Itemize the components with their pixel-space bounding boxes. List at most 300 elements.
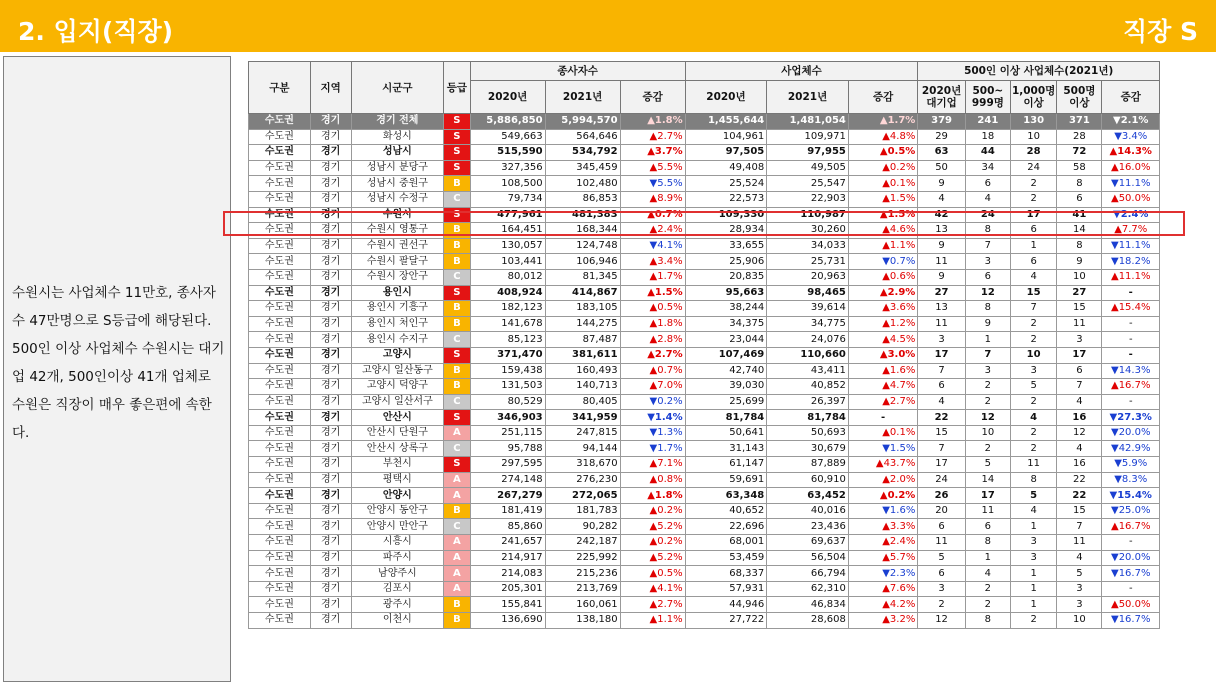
businesses-change-cell: ▲4.8% xyxy=(848,129,917,145)
range-500-999-cell: 6 xyxy=(965,176,1010,192)
range-500-plus-cell: 16 xyxy=(1057,410,1102,426)
range-500-plus-cell: 3 xyxy=(1057,581,1102,597)
employees-2021-cell: 534,792 xyxy=(545,145,620,161)
region-group-cell: 수도권 xyxy=(249,301,311,317)
region-group-cell: 수도권 xyxy=(249,316,311,332)
businesses-2021-cell: 26,397 xyxy=(767,394,849,410)
businesses-2020-cell: 22,696 xyxy=(685,519,767,535)
businesses-2021-cell: 22,903 xyxy=(767,191,849,207)
grade-cell: C xyxy=(444,519,470,535)
range-1000-plus-cell: 17 xyxy=(1010,207,1056,223)
range-500-plus-cell: 371 xyxy=(1057,114,1102,130)
large-change-cell: ▼27.3% xyxy=(1102,410,1160,426)
range-500-999-cell: 8 xyxy=(965,613,1010,629)
region-cell: 경기 xyxy=(310,145,351,161)
region-cell: 경기 xyxy=(310,176,351,192)
businesses-2021-cell: 43,411 xyxy=(767,363,849,379)
range-500-999-cell: 6 xyxy=(965,269,1010,285)
employees-2021-cell: 168,344 xyxy=(545,223,620,239)
businesses-change-cell: ▼0.7% xyxy=(848,254,917,270)
employees-2020-cell: 80,529 xyxy=(470,394,545,410)
range-500-plus-cell: 15 xyxy=(1057,301,1102,317)
region-group-cell: 수도권 xyxy=(249,550,311,566)
large-change-cell: ▲16.7% xyxy=(1102,519,1160,535)
region-group-cell: 수도권 xyxy=(249,238,311,254)
region-group-cell: 수도권 xyxy=(249,581,311,597)
range-500-999-cell: 44 xyxy=(965,145,1010,161)
businesses-change-cell: ▲3.0% xyxy=(848,347,917,363)
employees-change-cell: ▲8.9% xyxy=(620,191,685,207)
grade-cell: S xyxy=(444,457,470,473)
range-1000-plus-cell: 2 xyxy=(1010,191,1056,207)
region-cell: 경기 xyxy=(310,613,351,629)
range-500-plus-cell: 14 xyxy=(1057,223,1102,239)
large-corp-cell: 29 xyxy=(918,129,965,145)
region-cell: 경기 xyxy=(310,301,351,317)
grade-label: 직장 S xyxy=(1122,17,1198,46)
range-500-plus-cell: 5 xyxy=(1057,566,1102,582)
businesses-2020-cell: 95,663 xyxy=(685,285,767,301)
employees-change-cell: ▼4.1% xyxy=(620,238,685,254)
employees-change-cell: ▲3.7% xyxy=(620,145,685,161)
businesses-change-cell: ▲0.2% xyxy=(848,160,917,176)
large-change-cell: ▼11.1% xyxy=(1102,176,1160,192)
employees-2021-cell: 5,994,570 xyxy=(545,114,620,130)
city-cell: 이천시 xyxy=(351,613,444,629)
header-500-plus: 500명 이상 xyxy=(1057,81,1102,114)
range-500-999-cell: 24 xyxy=(965,207,1010,223)
employees-change-cell: ▲0.5% xyxy=(620,301,685,317)
range-500-999-cell: 2 xyxy=(965,597,1010,613)
businesses-2020-cell: 31,143 xyxy=(685,441,767,457)
employees-2020-cell: 159,438 xyxy=(470,363,545,379)
employees-2020-cell: 214,083 xyxy=(470,566,545,582)
businesses-2021-cell: 25,547 xyxy=(767,176,849,192)
businesses-2021-cell: 46,834 xyxy=(767,597,849,613)
table-row xyxy=(249,363,1160,379)
employees-2020-cell: 131,503 xyxy=(470,379,545,395)
range-500-plus-cell: 3 xyxy=(1057,332,1102,348)
employees-2021-cell: 481,383 xyxy=(545,207,620,223)
city-cell: 안양시 동안구 xyxy=(351,503,444,519)
region-group-cell: 수도권 xyxy=(249,488,311,504)
table-row xyxy=(249,114,1160,130)
employees-2020-cell: 130,057 xyxy=(470,238,545,254)
range-500-plus-cell: 72 xyxy=(1057,145,1102,161)
employees-2020-cell: 327,356 xyxy=(470,160,545,176)
region-cell: 경기 xyxy=(310,129,351,145)
businesses-2020-cell: 42,740 xyxy=(685,363,767,379)
table-row xyxy=(249,160,1160,176)
businesses-2021-cell: 98,465 xyxy=(767,285,849,301)
city-cell: 성남시 중원구 xyxy=(351,176,444,192)
region-group-cell: 수도권 xyxy=(249,457,311,473)
range-1000-plus-cell: 2 xyxy=(1010,425,1056,441)
range-500-plus-cell: 16 xyxy=(1057,457,1102,473)
employees-2021-cell: 272,065 xyxy=(545,488,620,504)
employees-2021-cell: 80,405 xyxy=(545,394,620,410)
employees-change-cell: ▲0.7% xyxy=(620,363,685,379)
grade-cell: A xyxy=(444,488,470,504)
businesses-2020-cell: 20,835 xyxy=(685,269,767,285)
region-cell: 경기 xyxy=(310,363,351,379)
businesses-2020-cell: 27,722 xyxy=(685,613,767,629)
large-corp-cell: 12 xyxy=(918,613,965,629)
region-group-cell: 수도권 xyxy=(249,535,311,551)
range-1000-plus-cell: 10 xyxy=(1010,129,1056,145)
businesses-change-cell: ▲3.6% xyxy=(848,301,917,317)
range-1000-plus-cell: 2 xyxy=(1010,332,1056,348)
region-group-cell: 수도권 xyxy=(249,114,311,130)
city-cell: 수원시 팔달구 xyxy=(351,254,444,270)
large-change-cell: ▲50.0% xyxy=(1102,191,1160,207)
large-corp-cell: 11 xyxy=(918,254,965,270)
grade-cell: B xyxy=(444,316,470,332)
large-change-cell: ▲16.0% xyxy=(1102,160,1160,176)
businesses-2020-cell: 38,244 xyxy=(685,301,767,317)
grade-cell: C xyxy=(444,332,470,348)
grade-cell: C xyxy=(444,269,470,285)
range-500-plus-cell: 3 xyxy=(1057,597,1102,613)
businesses-2021-cell: 39,614 xyxy=(767,301,849,317)
header-emp-2020: 2020년 xyxy=(470,81,545,114)
region-cell: 경기 xyxy=(310,425,351,441)
table-row xyxy=(249,316,1160,332)
range-500-999-cell: 2 xyxy=(965,394,1010,410)
range-500-plus-cell: 6 xyxy=(1057,191,1102,207)
range-500-plus-cell: 11 xyxy=(1057,316,1102,332)
large-change-cell: ▼2.4% xyxy=(1102,207,1160,223)
region-group-cell: 수도권 xyxy=(249,503,311,519)
employees-2020-cell: 274,148 xyxy=(470,472,545,488)
large-corp-cell: 27 xyxy=(918,285,965,301)
businesses-change-cell: ▲1.6% xyxy=(848,363,917,379)
region-cell: 경기 xyxy=(310,566,351,582)
city-cell: 고양시 xyxy=(351,347,444,363)
businesses-2021-cell: 49,505 xyxy=(767,160,849,176)
region-group-cell: 수도권 xyxy=(249,176,311,192)
table-row xyxy=(249,207,1160,223)
city-cell: 김포시 xyxy=(351,581,444,597)
range-1000-plus-cell: 4 xyxy=(1010,410,1056,426)
large-change-cell: ▼14.3% xyxy=(1102,363,1160,379)
city-cell: 용인시 처인구 xyxy=(351,316,444,332)
businesses-2021-cell: 30,260 xyxy=(767,223,849,239)
city-cell: 수원시 권선구 xyxy=(351,238,444,254)
large-change-cell: ▲15.4% xyxy=(1102,301,1160,317)
employees-2021-cell: 341,959 xyxy=(545,410,620,426)
city-cell: 성남시 분당구 xyxy=(351,160,444,176)
large-corp-cell: 6 xyxy=(918,379,965,395)
range-500-999-cell: 12 xyxy=(965,410,1010,426)
city-cell: 안양시 xyxy=(351,488,444,504)
businesses-change-cell: ▲4.2% xyxy=(848,597,917,613)
city-cell: 고양시 덕양구 xyxy=(351,379,444,395)
data-table-container xyxy=(248,61,1160,629)
workplace-table xyxy=(248,61,1160,629)
region-cell: 경기 xyxy=(310,519,351,535)
table-row xyxy=(249,597,1160,613)
businesses-2021-cell: 110,987 xyxy=(767,207,849,223)
region-cell: 경기 xyxy=(310,207,351,223)
range-500-999-cell: 2 xyxy=(965,379,1010,395)
region-cell: 경기 xyxy=(310,316,351,332)
table-row xyxy=(249,581,1160,597)
region-group-cell: 수도권 xyxy=(249,191,311,207)
range-500-plus-cell: 4 xyxy=(1057,550,1102,566)
employees-2020-cell: 549,663 xyxy=(470,129,545,145)
businesses-change-cell: ▲2.0% xyxy=(848,472,917,488)
large-change-cell: - xyxy=(1102,285,1160,301)
employees-2020-cell: 181,419 xyxy=(470,503,545,519)
city-cell: 용인시 수지구 xyxy=(351,332,444,348)
table-row xyxy=(249,301,1160,317)
table-row xyxy=(249,332,1160,348)
businesses-2020-cell: 34,375 xyxy=(685,316,767,332)
grade-cell: C xyxy=(444,441,470,457)
businesses-2020-cell: 109,330 xyxy=(685,207,767,223)
large-change-cell: ▼20.0% xyxy=(1102,550,1160,566)
businesses-2021-cell: 66,794 xyxy=(767,566,849,582)
header-large-change: 증감 xyxy=(1102,81,1160,114)
table-row xyxy=(249,566,1160,582)
range-500-999-cell: 6 xyxy=(965,519,1010,535)
range-500-plus-cell: 7 xyxy=(1057,519,1102,535)
businesses-2020-cell: 50,641 xyxy=(685,425,767,441)
region-cell: 경기 xyxy=(310,347,351,363)
employees-2021-cell: 181,783 xyxy=(545,503,620,519)
employees-change-cell: ▲0.8% xyxy=(620,472,685,488)
businesses-2020-cell: 59,691 xyxy=(685,472,767,488)
employees-2021-cell: 124,748 xyxy=(545,238,620,254)
employees-2021-cell: 414,867 xyxy=(545,285,620,301)
region-cell: 경기 xyxy=(310,457,351,473)
summary-text xyxy=(12,279,226,447)
employees-change-cell: ▲0.5% xyxy=(620,566,685,582)
businesses-change-cell: ▲4.6% xyxy=(848,223,917,239)
businesses-change-cell: ▲2.7% xyxy=(848,394,917,410)
large-change-cell: ▼3.4% xyxy=(1102,129,1160,145)
range-500-999-cell: 17 xyxy=(965,488,1010,504)
businesses-2020-cell: 25,524 xyxy=(685,176,767,192)
employees-2020-cell: 371,470 xyxy=(470,347,545,363)
employees-2020-cell: 346,903 xyxy=(470,410,545,426)
range-500-plus-cell: 6 xyxy=(1057,363,1102,379)
businesses-change-cell: ▲1.5% xyxy=(848,191,917,207)
large-corp-cell: 3 xyxy=(918,332,965,348)
businesses-2020-cell: 97,505 xyxy=(685,145,767,161)
businesses-2020-cell: 23,044 xyxy=(685,332,767,348)
region-group-cell: 수도권 xyxy=(249,129,311,145)
businesses-2020-cell: 40,652 xyxy=(685,503,767,519)
city-cell: 성남시 수정구 xyxy=(351,191,444,207)
region-cell: 경기 xyxy=(310,114,351,130)
table-row xyxy=(249,457,1160,473)
table-row xyxy=(249,254,1160,270)
city-cell: 부천시 xyxy=(351,457,444,473)
businesses-2020-cell: 53,459 xyxy=(685,550,767,566)
range-500-plus-cell: 17 xyxy=(1057,347,1102,363)
large-corp-cell: 24 xyxy=(918,472,965,488)
range-1000-plus-cell: 5 xyxy=(1010,379,1056,395)
employees-2021-cell: 247,815 xyxy=(545,425,620,441)
businesses-2021-cell: 81,784 xyxy=(767,410,849,426)
employees-change-cell: ▼1.4% xyxy=(620,410,685,426)
grade-cell: S xyxy=(444,160,470,176)
range-1000-plus-cell: 1 xyxy=(1010,519,1056,535)
businesses-change-cell: ▲2.9% xyxy=(848,285,917,301)
large-change-cell: ▼18.2% xyxy=(1102,254,1160,270)
employees-2020-cell: 267,279 xyxy=(470,488,545,504)
large-change-cell: ▼8.3% xyxy=(1102,472,1160,488)
range-1000-plus-cell: 2 xyxy=(1010,176,1056,192)
large-change-cell: - xyxy=(1102,581,1160,597)
city-cell: 성남시 xyxy=(351,145,444,161)
city-cell: 경기 전체 xyxy=(351,114,444,130)
range-1000-plus-cell: 2 xyxy=(1010,394,1056,410)
large-change-cell: - xyxy=(1102,394,1160,410)
city-cell: 남양주시 xyxy=(351,566,444,582)
table-row xyxy=(249,379,1160,395)
region-cell: 경기 xyxy=(310,550,351,566)
large-change-cell: ▲14.3% xyxy=(1102,145,1160,161)
businesses-2021-cell: 50,693 xyxy=(767,425,849,441)
region-group-cell: 수도권 xyxy=(249,597,311,613)
range-1000-plus-cell: 6 xyxy=(1010,254,1056,270)
grade-cell: A xyxy=(444,566,470,582)
businesses-2020-cell: 61,147 xyxy=(685,457,767,473)
large-corp-cell: 4 xyxy=(918,191,965,207)
range-500-999-cell: 1 xyxy=(965,550,1010,566)
employees-change-cell: ▲2.4% xyxy=(620,223,685,239)
large-corp-cell: 6 xyxy=(918,566,965,582)
large-corp-cell: 5 xyxy=(918,550,965,566)
employees-change-cell: ▲5.2% xyxy=(620,550,685,566)
range-500-999-cell: 4 xyxy=(965,566,1010,582)
businesses-2020-cell: 81,784 xyxy=(685,410,767,426)
city-cell: 안양시 만안구 xyxy=(351,519,444,535)
large-corp-cell: 15 xyxy=(918,425,965,441)
region-cell: 경기 xyxy=(310,269,351,285)
large-change-cell: ▼20.0% xyxy=(1102,425,1160,441)
large-change-cell: ▲50.0% xyxy=(1102,597,1160,613)
region-group-cell: 수도권 xyxy=(249,254,311,270)
grade-cell: C xyxy=(444,394,470,410)
businesses-change-cell: ▲43.7% xyxy=(848,457,917,473)
table-row xyxy=(249,425,1160,441)
large-change-cell: - xyxy=(1102,316,1160,332)
businesses-2020-cell: 33,655 xyxy=(685,238,767,254)
region-cell: 경기 xyxy=(310,223,351,239)
range-500-999-cell: 7 xyxy=(965,238,1010,254)
range-1000-plus-cell: 15 xyxy=(1010,285,1056,301)
region-cell: 경기 xyxy=(310,254,351,270)
region-cell: 경기 xyxy=(310,394,351,410)
city-cell: 안산시 상록구 xyxy=(351,441,444,457)
employees-change-cell: ▲5.5% xyxy=(620,160,685,176)
region-cell: 경기 xyxy=(310,410,351,426)
businesses-change-cell: ▲4.5% xyxy=(848,332,917,348)
region-group-cell: 수도권 xyxy=(249,207,311,223)
city-cell: 용인시 xyxy=(351,285,444,301)
grade-cell: B xyxy=(444,238,470,254)
employees-2021-cell: 87,487 xyxy=(545,332,620,348)
large-corp-cell: 7 xyxy=(918,363,965,379)
businesses-2021-cell: 24,076 xyxy=(767,332,849,348)
range-1000-plus-cell: 4 xyxy=(1010,503,1056,519)
businesses-2020-cell: 68,337 xyxy=(685,566,767,582)
city-cell: 안산시 xyxy=(351,410,444,426)
employees-2021-cell: 381,611 xyxy=(545,347,620,363)
businesses-2020-cell: 39,030 xyxy=(685,379,767,395)
large-corp-cell: 26 xyxy=(918,488,965,504)
grade-cell: B xyxy=(444,379,470,395)
grade-cell: S xyxy=(444,347,470,363)
large-corp-cell: 9 xyxy=(918,269,965,285)
businesses-change-cell: ▼1.6% xyxy=(848,503,917,519)
businesses-2020-cell: 25,699 xyxy=(685,394,767,410)
section-title: 2. 입지(직장) xyxy=(18,17,174,46)
city-cell: 용인시 기흥구 xyxy=(351,301,444,317)
region-group-cell: 수도권 xyxy=(249,347,311,363)
large-corp-cell: 17 xyxy=(918,457,965,473)
employees-2020-cell: 205,301 xyxy=(470,581,545,597)
header-banner xyxy=(0,0,1216,52)
grade-cell: C xyxy=(444,191,470,207)
employees-2020-cell: 515,590 xyxy=(470,145,545,161)
large-corp-cell: 3 xyxy=(918,581,965,597)
grade-cell: B xyxy=(444,223,470,239)
large-corp-cell: 13 xyxy=(918,301,965,317)
header-biz-2020: 2020년 xyxy=(685,81,767,114)
table-row xyxy=(249,285,1160,301)
table-row xyxy=(249,347,1160,363)
range-500-999-cell: 3 xyxy=(965,254,1010,270)
table-row xyxy=(249,145,1160,161)
large-corp-cell: 11 xyxy=(918,535,965,551)
table-row xyxy=(249,269,1160,285)
businesses-2020-cell: 104,961 xyxy=(685,129,767,145)
table-row xyxy=(249,535,1160,551)
range-500-plus-cell: 10 xyxy=(1057,613,1102,629)
employees-change-cell: ▲3.4% xyxy=(620,254,685,270)
employees-change-cell: ▲7.1% xyxy=(620,457,685,473)
large-change-cell: - xyxy=(1102,535,1160,551)
range-1000-plus-cell: 1 xyxy=(1010,238,1056,254)
large-change-cell: ▼11.1% xyxy=(1102,238,1160,254)
large-corp-cell: 9 xyxy=(918,238,965,254)
range-500-plus-cell: 58 xyxy=(1057,160,1102,176)
employees-2021-cell: 215,236 xyxy=(545,566,620,582)
employees-2020-cell: 155,841 xyxy=(470,597,545,613)
range-500-plus-cell: 22 xyxy=(1057,488,1102,504)
businesses-2021-cell: 60,910 xyxy=(767,472,849,488)
region-group-cell: 수도권 xyxy=(249,394,311,410)
businesses-2021-cell: 28,608 xyxy=(767,613,849,629)
employees-2020-cell: 108,500 xyxy=(470,176,545,192)
employees-change-cell: ▲0.2% xyxy=(620,535,685,551)
employees-change-cell: ▼5.5% xyxy=(620,176,685,192)
range-1000-plus-cell: 1 xyxy=(1010,581,1056,597)
businesses-change-cell: ▲3.3% xyxy=(848,519,917,535)
range-500-plus-cell: 10 xyxy=(1057,269,1102,285)
range-500-plus-cell: 41 xyxy=(1057,207,1102,223)
range-500-plus-cell: 8 xyxy=(1057,238,1102,254)
employees-2020-cell: 477,961 xyxy=(470,207,545,223)
range-500-999-cell: 8 xyxy=(965,301,1010,317)
businesses-change-cell: ▲1.1% xyxy=(848,238,917,254)
employees-2020-cell: 85,123 xyxy=(470,332,545,348)
